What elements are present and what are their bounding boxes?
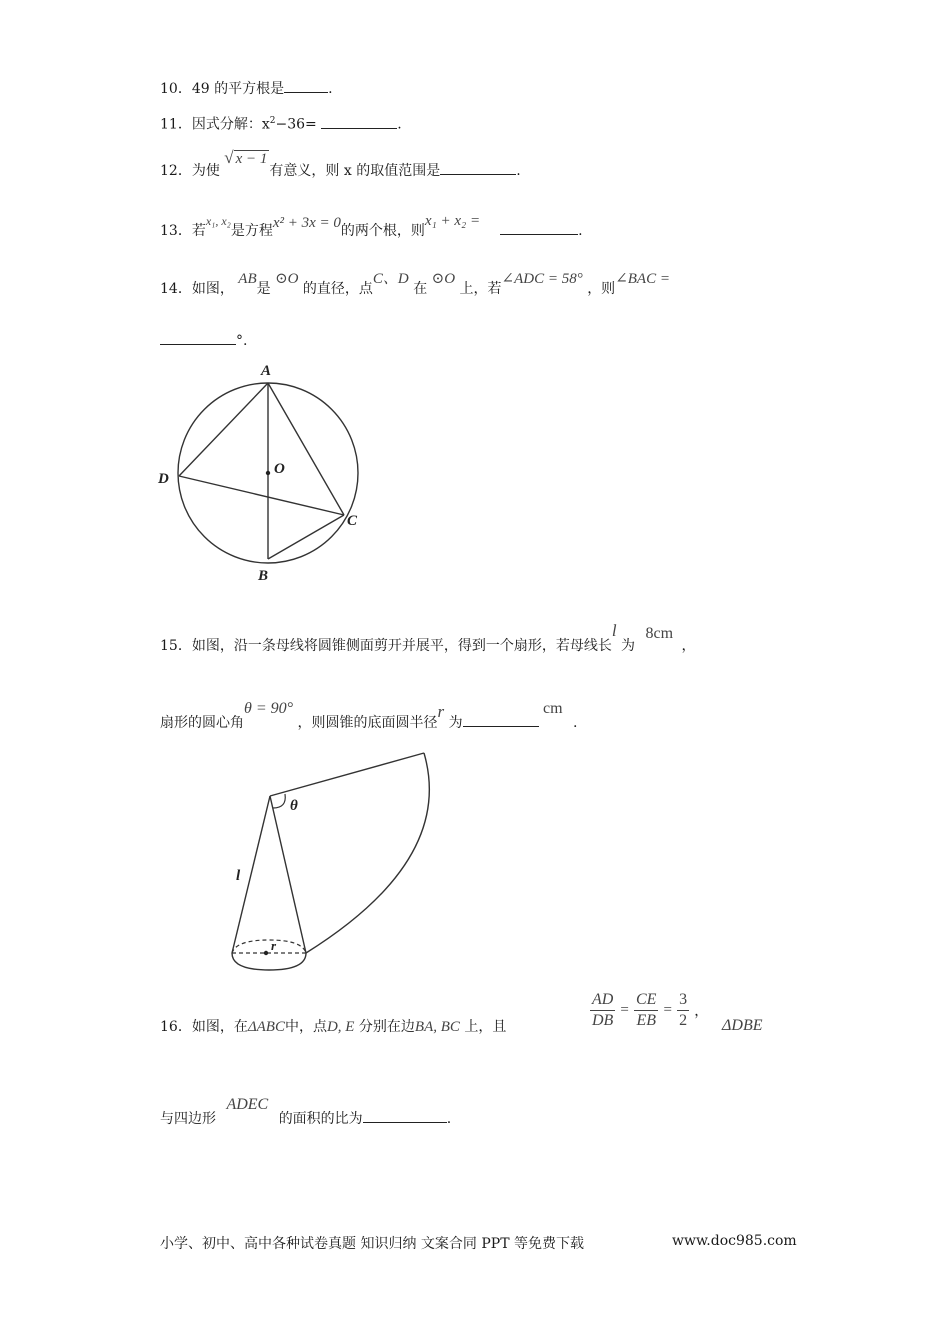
question-16	[160, 1018, 506, 1036]
question-text: 扇形的圆心角	[160, 715, 244, 731]
math-length: 8cm	[645, 625, 674, 642]
answer-blank[interactable]	[363, 1108, 447, 1123]
math-r: r	[437, 702, 445, 721]
question-text: 为	[621, 638, 636, 654]
math-ask-angle: ∠BAC =	[615, 271, 670, 287]
equals: =	[620, 1002, 629, 1018]
answer-blank[interactable]	[284, 78, 328, 93]
period: .	[446, 1111, 452, 1127]
answer-blank[interactable]	[321, 114, 397, 129]
degree-period: °.	[236, 333, 248, 349]
question-text: ，则	[587, 281, 616, 297]
label-r: r	[271, 938, 277, 953]
math-triangle-dbe: ΔDBE	[722, 1017, 763, 1034]
question-text: 的面积的比为	[278, 1111, 363, 1127]
equals: =	[663, 1002, 672, 1018]
exponent: 2	[269, 116, 276, 126]
period: .	[516, 163, 521, 179]
question-text: 为	[448, 715, 463, 731]
question-text: 有意义，则 x 的取值范围是	[269, 163, 441, 179]
answer-blank[interactable]	[463, 712, 539, 727]
question-number: 14．	[160, 281, 192, 297]
math-de: D, E	[326, 1019, 355, 1035]
label-a: A	[261, 363, 272, 379]
fraction-ad-db: $\frac{AD}{DB}$	[592, 991, 614, 1029]
question-text: 如图，在	[191, 1019, 248, 1035]
question-text: 的直径，点	[302, 281, 373, 297]
unit-cm: cm	[543, 700, 563, 717]
question-10	[160, 78, 333, 98]
math-theta: θ = 90°	[244, 700, 294, 717]
roots-expression: x₁, x₂	[205, 214, 231, 228]
question-text: −36=	[275, 116, 317, 133]
math-given-angle: ∠ADC = 58°	[501, 271, 583, 287]
cone-sector-figure	[220, 740, 450, 980]
question-text: 如图，沿一条母线将圆锥侧面剪开并展平，得到一个扇形，若母线长	[191, 638, 612, 654]
question-number: 13．	[160, 223, 192, 239]
question-text: 49 的平方根是	[191, 81, 285, 97]
label-l: l	[236, 868, 241, 884]
question-number: 11．	[160, 116, 192, 133]
question-15-line-2	[160, 700, 578, 732]
question-14-answer-line	[160, 330, 247, 350]
math-triangle-abc: ΔABC	[247, 1019, 285, 1035]
answer-blank[interactable]	[160, 330, 236, 345]
comma: ，	[681, 638, 696, 654]
question-11	[160, 112, 402, 134]
question-14	[160, 271, 670, 298]
question-text: 中，点	[284, 1019, 327, 1035]
question-text: 因式分解：x	[191, 116, 270, 133]
sqrt-expression: √ x − 1	[224, 148, 268, 167]
question-text: 如图，	[191, 281, 234, 297]
footer-ad-text: 小学、初中、高中各种试卷真题 知识归纳 文案合同 PPT 等免费下载	[160, 1236, 584, 1252]
fraction-3-2: $\frac{3}{2}$	[679, 991, 688, 1029]
footer-url[interactable]: www.doc985.com	[672, 1233, 797, 1249]
comma: ，	[694, 1003, 709, 1020]
math-circle-o: ⊙O	[275, 271, 299, 287]
math-l: l	[611, 621, 617, 640]
question-number: 16．	[160, 1019, 192, 1035]
question-number: 15．	[160, 638, 192, 654]
question-text: ，则圆锥的底面圆半径	[297, 715, 438, 731]
ratio-fractions	[590, 990, 708, 1031]
math-quadrilateral: ADEC	[226, 1096, 269, 1113]
sum-expression: x₁ + x₂ =	[424, 213, 481, 229]
answer-blank[interactable]	[500, 220, 578, 235]
question-text: 若	[191, 223, 206, 239]
question-16-line-2	[160, 1096, 452, 1128]
math-cd: C、D	[372, 271, 409, 287]
period: .	[573, 715, 578, 731]
period: .	[328, 81, 333, 97]
question-text: 是方程	[230, 223, 273, 239]
fraction-ce-eb: $\frac{CE}{EB}$	[635, 991, 657, 1029]
question-text: 上，若	[459, 281, 502, 297]
math-sides: BA, BC	[414, 1019, 460, 1035]
answer-blank[interactable]	[440, 160, 516, 175]
question-text: 上，且	[464, 1019, 507, 1035]
question-text: 在	[413, 281, 428, 297]
math-circle-o: ⊙O	[431, 271, 456, 287]
period: .	[578, 223, 583, 239]
label-o: O	[274, 461, 285, 477]
question-13	[160, 213, 583, 240]
math-ab: AB	[238, 271, 257, 287]
question-text: 与四边形	[160, 1111, 216, 1127]
question-text: 的两个根，则	[340, 223, 425, 239]
question-text: 是	[256, 281, 271, 297]
question-text: 为使	[191, 163, 220, 179]
question-number: 10．	[160, 81, 192, 97]
label-theta: θ	[290, 798, 298, 814]
label-d: D	[158, 471, 169, 487]
equation: x² + 3x = 0	[272, 215, 341, 231]
question-text: 分别在边	[358, 1019, 415, 1035]
label-c: C	[347, 513, 358, 529]
circle-figure	[150, 355, 380, 590]
question-15	[160, 621, 696, 655]
question-number: 12．	[160, 163, 192, 179]
label-b: B	[258, 568, 269, 584]
question-12	[160, 148, 521, 180]
period: .	[397, 116, 402, 133]
